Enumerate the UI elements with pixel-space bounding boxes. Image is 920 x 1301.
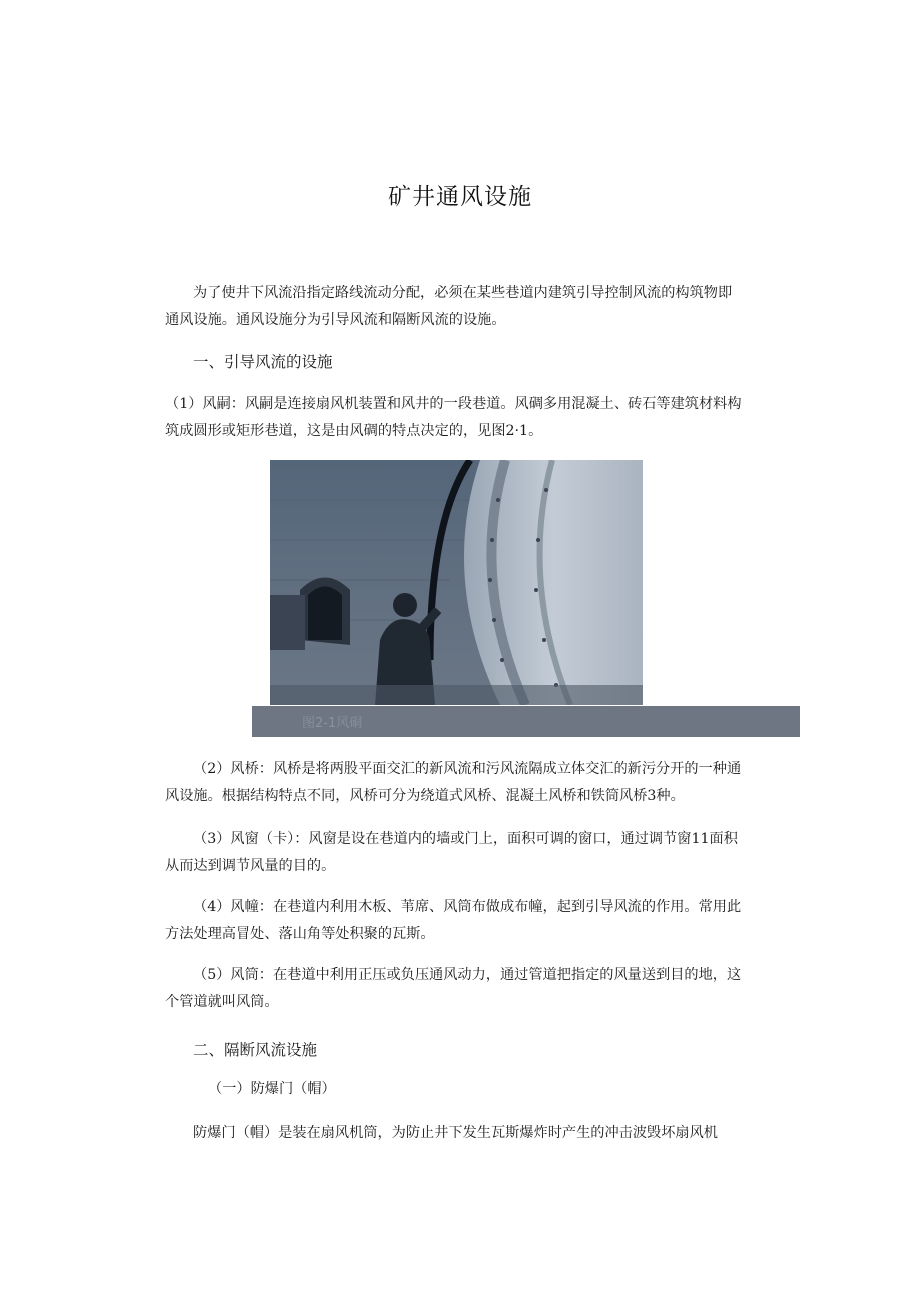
subsection-heading-explosion-door: （一）防爆门（帽） — [208, 1081, 336, 1097]
fan-drift-photo — [270, 460, 643, 705]
figure-caption-bar — [252, 706, 800, 737]
intro-paragraph: 为了使井下风流沿指定路线流动分配，必须在某些巷道内建筑引导控制风流的构筑物即通风设施。通风设施分为引导风流和隔断风流的设施。 — [165, 285, 733, 328]
item-fan-drift: （1）风嗣：风嗣是连接扇风机装置和风井的一段巷道。风碉多用混凝土、砖石等建筑材料构筑成圆形或矩形巷道，这是由风碉的特点决定的，见图2·1。 — [165, 396, 742, 439]
page-title: 矿井通风设施 — [388, 184, 532, 210]
item-air-curtain: （4）风幢：在巷道内利用木板、苇席、风筒布做成布幢，起到引导风流的作用。常用此方法处理高冒处、落山角等处积聚的瓦斯。 — [165, 899, 742, 942]
item-air-bridge: （2）风桥：风桥是将两股平面交汇的新风流和污风流隔成立体交汇的新污分开的一种通风设施。根据结构特点不同，风桥可分为绕道式风桥、混凝土风桥和铁筒风桥3种。 — [165, 761, 742, 804]
section-heading-isolate-airflow: 二、隔断风流设施 — [193, 1041, 318, 1059]
item-air-window: （3）风窗（卡）：风窗是设在巷道内的墙或门上，面积可调的窗口，通过调节窗11面积从而达到调节风量的目的。 — [165, 831, 738, 874]
figure-caption: 图2-1风硐 — [302, 716, 363, 731]
explosion-door-paragraph: 防爆门（帽）是装在扇风机筒，为防止井下发生瓦斯爆炸时产生的冲击波毁坏扇风机 — [193, 1125, 718, 1141]
section-heading-guide-airflow: 一、引导风流的设施 — [193, 353, 333, 371]
item-air-duct: （5）风筒：在巷道中利用正压或负压通风动力，通过管道把指定的风量送到目的地，这个管道就叫风筒。 — [165, 967, 742, 1010]
